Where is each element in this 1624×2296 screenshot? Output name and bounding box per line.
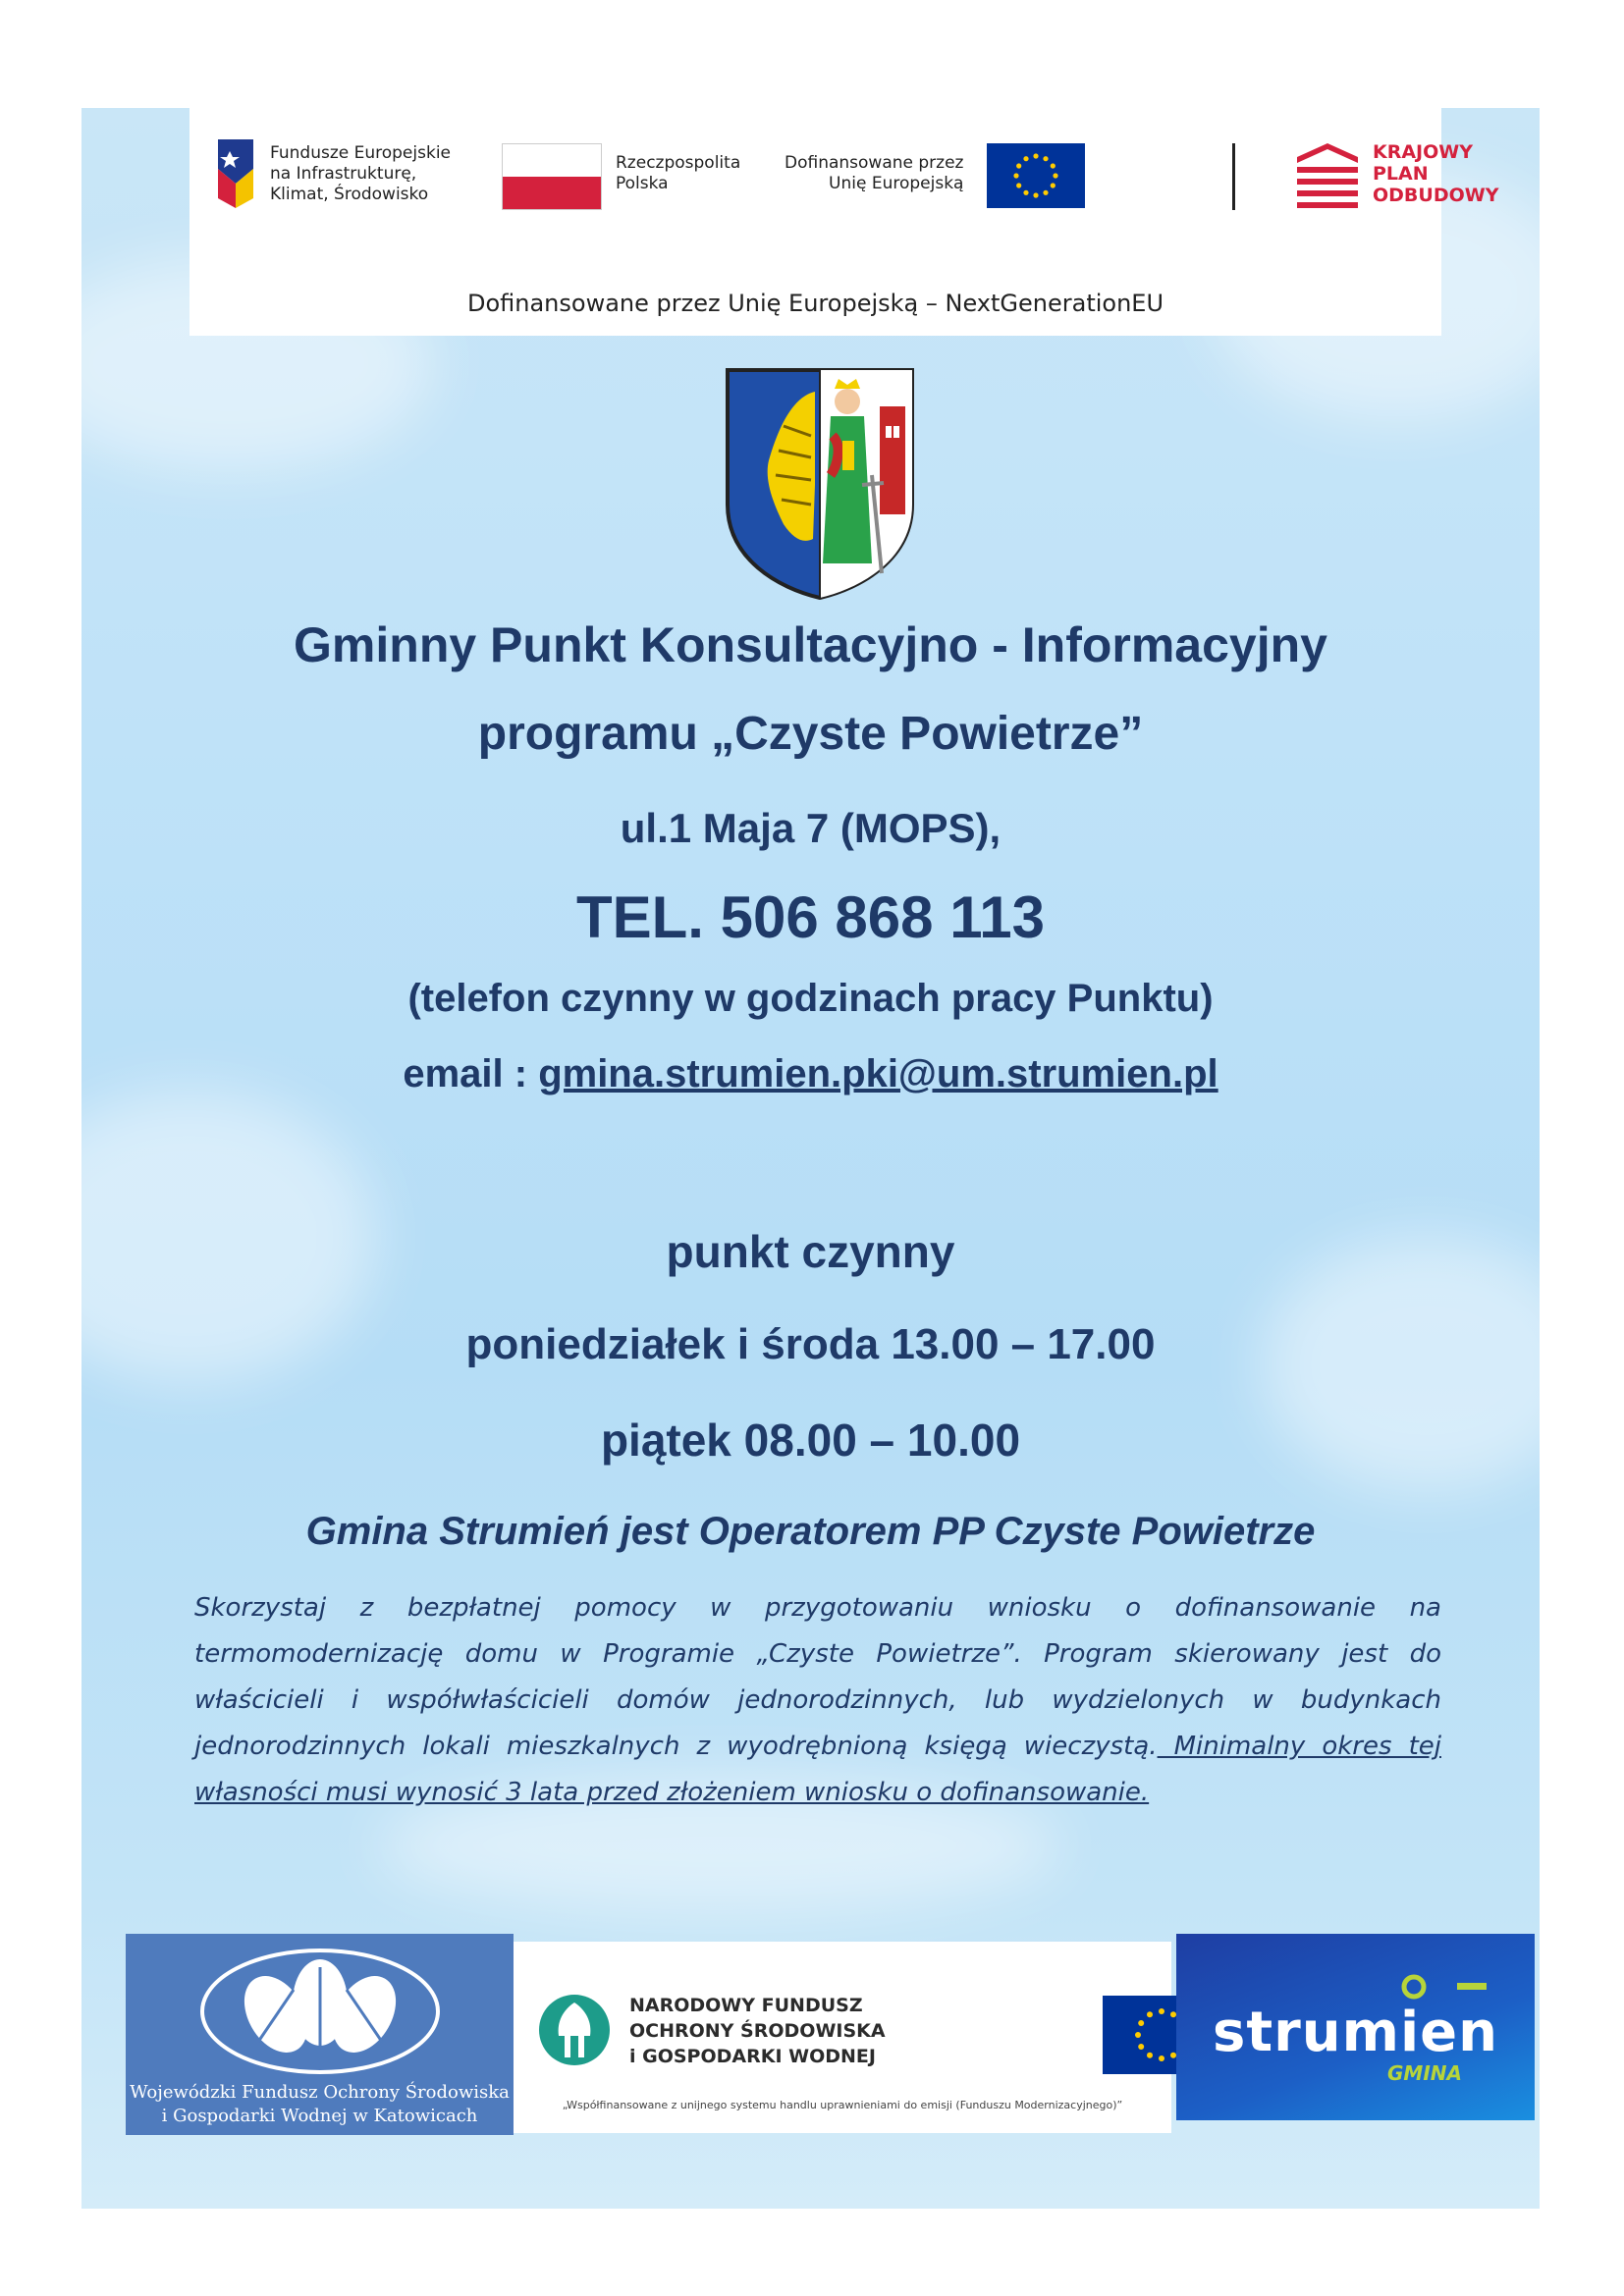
logo-text-line: OCHRONY ŚRODOWISKA xyxy=(629,2020,886,2042)
nfosigw-text xyxy=(629,1993,886,2069)
logo-text-line: Polska xyxy=(616,174,669,193)
logo-text-line: na Infrastrukturę, xyxy=(270,164,417,184)
kpo-text xyxy=(1373,141,1498,206)
rzeczpospolita-text xyxy=(616,153,740,194)
nfosigw-logo xyxy=(514,1942,1171,2133)
strumien-gmina-logo xyxy=(1176,1934,1535,2120)
logo-text-line: i GOSPODARKI WODNEJ xyxy=(629,2046,876,2067)
opening-hours-fri: piątek 08.00 – 10.00 xyxy=(600,1415,1021,1466)
strumien-logo-marks-icon xyxy=(1400,1973,1498,2002)
program-name: programu „Czyste Powietrze” xyxy=(477,708,1144,760)
page-title: Gminny Punkt Konsultacyjno - Informacyjny xyxy=(294,617,1327,672)
phone-number: TEL. 506 868 113 xyxy=(575,884,1045,950)
poster xyxy=(81,108,1540,2209)
strumien-gmina-subtitle: GMINA xyxy=(1387,2061,1462,2085)
info-text: Skorzystaj z bezpłatnej pomocy w przygotowaniu wniosku o dofinansowanie na termomodernizację domu w Programie „Czyste Powietrze”. Program skierowany jest do właścicieli i współwłaścicieli domów jednorodzinnych, lub wydzielonych w budynkach jednorodzinnych lokali mieszkalnych z wyodrębnioną księgą wieczystą. xyxy=(194,1593,1441,1761)
eu-flag-icon xyxy=(987,143,1085,208)
logo-text-line: Unię Europejską xyxy=(829,174,964,193)
info-paragraph xyxy=(194,1585,1441,1816)
nfosigw-emblem-icon xyxy=(535,1991,614,2069)
funding-logo-bar xyxy=(189,108,1499,336)
poland-flag-icon xyxy=(502,143,602,210)
info-text-underlined: Minimalny okres tej własności musi wynosić 3 lata przed złożeniem wniosku o dofinansowanie. xyxy=(194,1732,1441,1807)
email-label: email : xyxy=(403,1052,539,1095)
address: ul.1 Maja 7 (MOPS), xyxy=(620,805,1001,851)
wfos-text xyxy=(126,2081,514,2128)
kpo-logo-icon xyxy=(1297,143,1358,208)
operator-statement: Gmina Strumień jest Operatorem PP Czyste Powietrze xyxy=(305,1510,1316,1553)
next-generation-eu-text: Dofinansowane przez Unię Europejską – NextGenerationEU xyxy=(466,290,1164,317)
email-line xyxy=(81,1052,1540,1096)
email-link[interactable]: gmina.strumien.pki@um.strumien.pl xyxy=(538,1052,1218,1095)
logo-separator xyxy=(1232,143,1235,210)
strumien-coat-of-arms-icon xyxy=(725,367,915,601)
logo-text-line: PLAN xyxy=(1373,163,1429,185)
opening-hours-label: punkt czynny xyxy=(666,1226,955,1277)
eu-funded-text xyxy=(785,153,963,194)
phone-note: (telefon czynny w godzinach pracy Punktu) xyxy=(407,977,1214,1020)
logo-text-line: ODBUDOWY xyxy=(1373,185,1499,206)
logo-text-line: NARODOWY FUNDUSZ xyxy=(629,1995,863,2016)
european-funds-text xyxy=(270,143,451,205)
wfos-katowice-logo xyxy=(126,1934,514,2135)
european-funds-logo-icon xyxy=(214,130,259,216)
logo-text-line: Rzeczpospolita xyxy=(616,153,741,173)
logo-text-line: i Gospodarki Wodnej w Katowicach xyxy=(161,2106,478,2126)
logo-text-line: Wojewódzki Fundusz Ochrony Środowiska xyxy=(130,2082,510,2103)
logo-text-line: Fundusze Europejskie xyxy=(270,143,451,163)
opening-hours-mon-wed: poniedziałek i środa 13.00 – 17.00 xyxy=(465,1320,1156,1368)
logo-text-line: KRAJOWY xyxy=(1373,141,1473,163)
logo-text-line: Dofinansowane przez xyxy=(785,153,964,173)
leaves-emblem-icon xyxy=(197,1946,443,2078)
nfosigw-cofinancing-note: „Współfinansowane z unijnego systemu handlu uprawnieniami do emisji (Funduszu Modernizacyjnego)” xyxy=(562,2099,1123,2111)
strumien-wordmark: strumien xyxy=(1213,2001,1498,2064)
logo-text-line: Klimat, Środowisko xyxy=(270,185,429,204)
